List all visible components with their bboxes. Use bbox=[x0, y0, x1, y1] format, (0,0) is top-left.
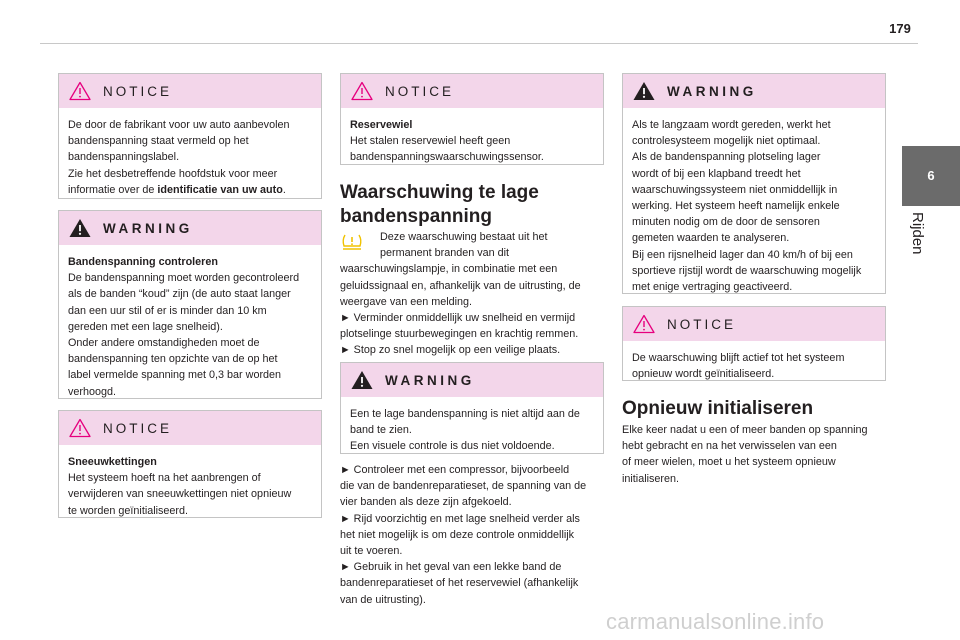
notice-header bbox=[341, 74, 603, 108]
text-line: met enige vertraging geactiveerd. bbox=[632, 281, 793, 294]
notice-box-spare-wheel bbox=[340, 73, 604, 165]
text-line: Het systeem hoeft na het aanbrengen of bbox=[68, 472, 261, 485]
text-line: waarschuwingslampje, in combinatie met een bbox=[340, 263, 558, 276]
text-line: opnieuw wordt geïnitialiseerd. bbox=[632, 368, 775, 381]
warning-text bbox=[341, 397, 603, 463]
vehicle-identification-reference: identificatie van uw auto bbox=[157, 183, 283, 196]
text-line: initialiseren. bbox=[622, 472, 680, 485]
warning-title: Bandenspanning controleren bbox=[68, 256, 218, 268]
warning-label: WARNING bbox=[103, 220, 193, 236]
text-line: Als te langzaam wordt gereden, werkt het bbox=[632, 119, 831, 131]
warning-box-detection-delay bbox=[622, 73, 886, 294]
notice-header bbox=[623, 307, 885, 341]
section-title-line: Waarschuwing te lage bbox=[340, 182, 539, 203]
text-line: ► Stop zo snel mogelijk op een veilige plaats. bbox=[340, 344, 561, 357]
text-line: te worden geïnitialiseerd. bbox=[68, 504, 189, 517]
notice-box-tire-pressure bbox=[58, 73, 322, 199]
text-line: permanent branden van dit bbox=[380, 247, 510, 260]
text-line: Zie het desbetreffende hoofdstuk voor meer bbox=[68, 167, 278, 180]
text-line: plotselinge stuurbewegingen en krachtig remmen. bbox=[340, 328, 579, 341]
notice-label: NOTICE bbox=[103, 420, 173, 436]
warning-label: WARNING bbox=[385, 372, 475, 388]
text-line: bandenspanning ten opzichte van de op het bbox=[68, 353, 278, 366]
instructions-paragraph bbox=[340, 462, 604, 608]
notice-label: NOTICE bbox=[667, 316, 737, 332]
warning-box-visual-check bbox=[340, 362, 604, 454]
text-line: uit te voeren. bbox=[340, 545, 403, 558]
text-line: hebt gebracht en na het verwisselen van een bbox=[622, 440, 837, 453]
intro-paragraph bbox=[340, 229, 604, 359]
text-line: sportieve rijstijl wordt de waarschuwing mogelijk bbox=[632, 264, 862, 277]
warning-header bbox=[341, 363, 603, 397]
notice-title: Reservewiel bbox=[350, 119, 413, 131]
warning-label: WARNING bbox=[667, 83, 757, 99]
section-title-line: bandenspanning bbox=[340, 206, 492, 227]
notice-title: Sneeuwkettingen bbox=[68, 456, 157, 468]
notice-text bbox=[623, 341, 885, 390]
text-line: Een visuele controle is dus niet voldoende. bbox=[350, 440, 555, 453]
notice-header bbox=[59, 74, 321, 108]
text-line: geluidssignaal en, afhankelijk van de uitrusting, de bbox=[340, 279, 581, 292]
text-line: Een te lage bandenspanning is niet altijd aan de bbox=[350, 408, 580, 420]
text-line: werking. Het systeem heeft namelijk enkele bbox=[632, 200, 840, 213]
section-title-low-pressure bbox=[340, 181, 604, 229]
text-line: van de uitrusting). bbox=[340, 593, 426, 606]
text-line: het niet mogelijk is om deze controle onmiddellijk bbox=[340, 528, 575, 541]
text-line: Elke keer nadat u een of meer banden op spanning bbox=[622, 424, 868, 436]
chapter-title: Rijden bbox=[909, 212, 926, 255]
text-line: gemeten waarden te analyseren. bbox=[632, 232, 790, 245]
text-line: gereden met een lage snelheid). bbox=[68, 320, 223, 333]
text-line: wordt of bij een klapband treedt het bbox=[632, 167, 801, 180]
text-line: ► Rijd voorzichtig en met lage snelheid verder als bbox=[340, 512, 580, 525]
text-line: ► Verminder onmiddellijk uw snelheid en vermijd bbox=[340, 312, 576, 325]
notice-text bbox=[59, 445, 321, 527]
text-span: . bbox=[282, 183, 286, 196]
text-line: waarschuwingssysteem niet onmiddellijk in bbox=[632, 183, 838, 196]
text-line: verwijderen van sneeuwkettingen niet opnieuw bbox=[68, 488, 292, 501]
reinitialise-paragraph bbox=[622, 422, 886, 487]
text-line: vier banden als deze zijn afgekoeld. bbox=[340, 496, 512, 509]
text-line: De bandenspanning moet worden gecontroleerd bbox=[68, 272, 300, 285]
notice-label: NOTICE bbox=[103, 83, 173, 99]
warning-header bbox=[623, 74, 885, 108]
warning-text bbox=[59, 245, 321, 408]
text-line: ► Controleer met een compressor, bijvoorbeeld bbox=[340, 464, 570, 476]
warning-triangle-icon bbox=[633, 81, 655, 101]
warning-triangle-icon bbox=[69, 218, 91, 238]
text-line: Deze waarschuwing bestaat uit het bbox=[380, 231, 548, 243]
watermark: carmanualsonline.info bbox=[606, 609, 825, 634]
text-line: Bij een rijsnelheid lager dan 40 km/h of bij een bbox=[632, 248, 853, 261]
notice-warning-triangle-icon bbox=[69, 81, 91, 101]
text-span: informatie over de bbox=[68, 183, 158, 196]
text-line: bandenspanningslabel. bbox=[68, 151, 180, 164]
text-line: minuten nodig om de door de sensoren bbox=[632, 216, 820, 229]
notice-text bbox=[59, 108, 321, 206]
page-number: 179 bbox=[889, 21, 911, 36]
warning-header bbox=[59, 211, 321, 245]
section-title-reinitialise: Opnieuw initialiseren bbox=[622, 398, 814, 419]
text-line: bandenspanningswaarschuwingssensor. bbox=[350, 151, 544, 164]
notice-text bbox=[341, 108, 603, 174]
text-line: Onder andere omstandigheden moet de bbox=[68, 337, 260, 350]
text-line: De door de fabrikant voor uw auto aanbevolen bbox=[68, 119, 290, 131]
notice-warning-triangle-icon bbox=[69, 418, 91, 438]
notice-warning-triangle-icon bbox=[633, 314, 655, 334]
text-line: bandenreparatieset of het reservewiel (afhankelijk bbox=[340, 577, 579, 590]
warning-text bbox=[623, 108, 885, 303]
notice-label: NOTICE bbox=[385, 83, 455, 99]
text-line: ► Gebruik in het geval van een lekke band de bbox=[340, 561, 562, 574]
chapter-tab[interactable]: 6 bbox=[902, 146, 960, 206]
text-line: die van de bandenreparatieset, de spanning van de bbox=[340, 480, 587, 493]
text-line: Als de bandenspanning plotseling lager bbox=[632, 151, 821, 164]
text-line: band te zien. bbox=[350, 424, 412, 437]
text-line: verhoogd. bbox=[68, 385, 117, 398]
text-line: label vermelde spanning met 0,3 bar worden bbox=[68, 369, 282, 382]
text-line: als de banden “koud” zijn (de auto staat langer bbox=[68, 288, 291, 301]
notice-box-warning-active bbox=[622, 306, 886, 381]
header-divider bbox=[40, 43, 918, 44]
text-line: Het stalen reservewiel heeft geen bbox=[350, 135, 511, 148]
text-line: of meer wielen, moet u het systeem opnieuw bbox=[622, 456, 836, 469]
text-line: controlesysteem mogelijk niet optimaal. bbox=[632, 135, 821, 148]
warning-box-check-pressure bbox=[58, 210, 322, 399]
warning-triangle-icon bbox=[351, 370, 373, 390]
text-line: dan een uur stil of er is minder dan 10 km bbox=[68, 304, 267, 317]
notice-box-snow-chains bbox=[58, 410, 322, 518]
text-line: bandenspanning staat vermeld op het bbox=[68, 135, 249, 148]
notice-header bbox=[59, 411, 321, 445]
text-line: De waarschuwing blijft actief tot het systeem bbox=[632, 352, 845, 364]
text-line: weergave van een melding. bbox=[340, 295, 473, 308]
text-line bbox=[68, 182, 312, 198]
notice-warning-triangle-icon bbox=[351, 81, 373, 101]
